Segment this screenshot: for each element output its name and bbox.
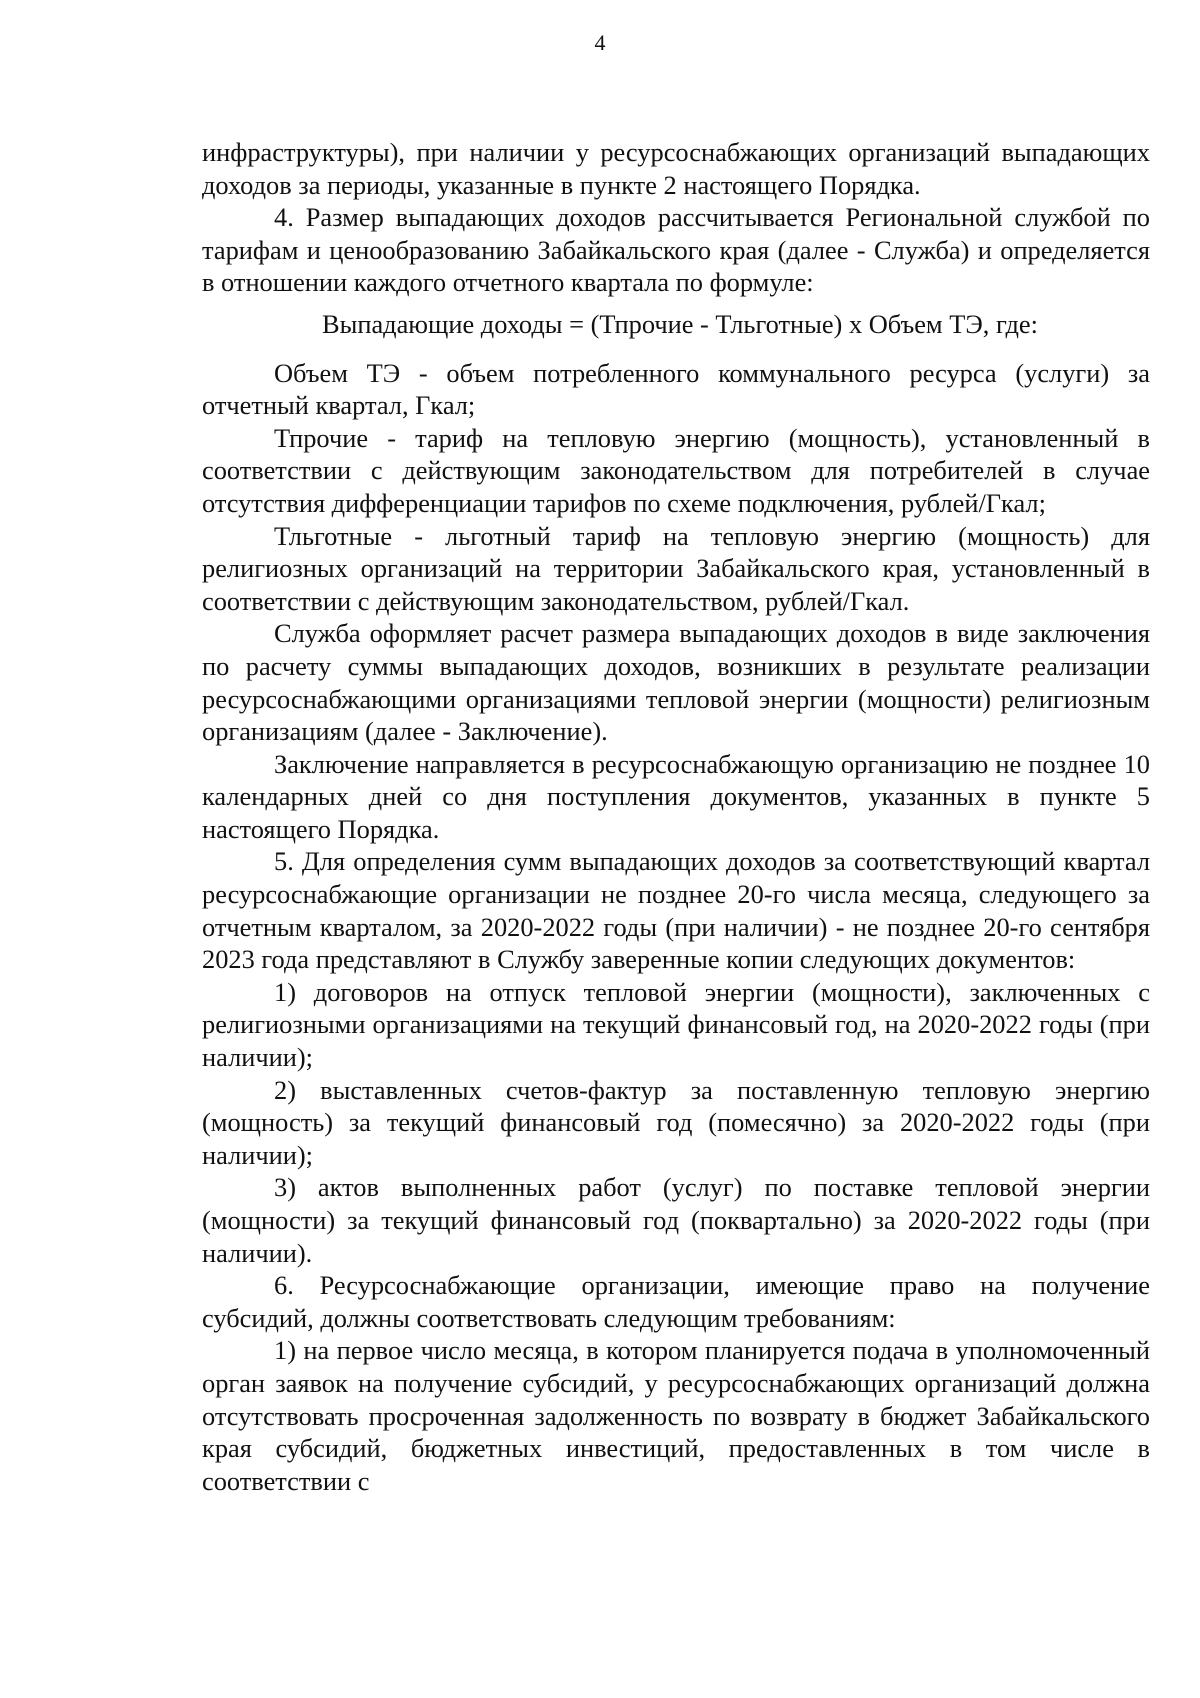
paragraph-item-5: 5. Для определения сумм выпадающих доходов за соответствующий квартал ресурсоснабжающие организации не позднее 20-го числа месяца, следующего за отчетным кварталом, за 2020-2022 годы (при наличии) - не позднее 20-го сентября 2023 года представляют в Службу заверенные копии следующих документов: <box>202 846 1150 975</box>
document-body <box>202 136 1150 1497</box>
paragraph-conclusion-sending: Заключение направляется в ресурсоснабжающую организацию не позднее 10 календарных дней со дня поступления документов, указанных в пункте 5 настоящего Порядка. <box>202 748 1150 844</box>
list-item-2: 2) выставленных счетов-фактур за поставленную тепловую энергию (мощность) за текущий финансовый год (помесячно) за 2020-2022 годы (при наличии); <box>202 1074 1150 1170</box>
definition-tariff-other: Тпрочие - тариф на тепловую энергию (мощность), установленный в соответствии с действующим законодательством для потребителей в случае отсутствия дифференциации тарифов по схеме подключения, рублей/Гкал; <box>202 422 1150 518</box>
formula: Выпадающие доходы = (Тпрочие - Тльготные) x Объем ТЭ, где: <box>322 308 1038 339</box>
page-number: 4 <box>594 30 606 55</box>
paragraph-item-6: 6. Ресурсоснабжающие организации, имеющие право на получение субсидий, должны соответствовать следующим требованиям: <box>202 1270 1150 1333</box>
list-item-1: 1) договоров на отпуск тепловой энергии (мощности), заключенных с религиозными организациями на текущий финансовый год, на 2020-2022 годы (при наличии); <box>202 976 1150 1073</box>
definition-tariff-preferential: Тльготные - льготный тариф на тепловую энергию (мощность) для религиозных организаций на территории Забайкальского края, установленный в соответствии с действующим законодательством, рублей/Гкал. <box>202 520 1150 616</box>
paragraph-item-4: 4. Размер выпадающих доходов рассчитывается Региональной службой по тарифам и ценообразованию Забайкальского края (далее - Служба) и определяется в отношении каждого отчетного квартала по формуле: <box>202 202 1150 298</box>
requirement-item-1: 1) на первое число месяца, в котором планируется подача в уполномоченный орган заявок на получение субсидий, у ресурсоснабжающих организаций должна отсутствовать просроченная задолженность по возврату в бюджет Забайкальского края субсидий, бюджетных инвестиций, предоставленных в том числе в соответствии с <box>202 1335 1150 1496</box>
paragraph-continuation: инфраструктуры), при наличии у ресурсоснабжающих организаций выпадающих доходов за периоды, указанные в пункте 2 настоящего Порядка. <box>202 137 1150 200</box>
definition-volume: Объем ТЭ - объем потребленного коммунального ресурса (услуги) за отчетный квартал, Гкал; <box>202 357 1150 421</box>
paragraph-conclusion-preparation: Служба оформляет расчет размера выпадающих доходов в виде заключения по расчету суммы выпадающих доходов, возникших в результате реализации ресурсоснабжающими организациями тепловой энергии (мощности) религиозным организациям (далее - Заключение). <box>202 618 1150 747</box>
list-item-3: 3) актов выполненных работ (услуг) по поставке тепловой энергии (мощности) за текущий финансовый год (поквартально) за 2020-2022 годы (при наличии). <box>202 1172 1150 1268</box>
